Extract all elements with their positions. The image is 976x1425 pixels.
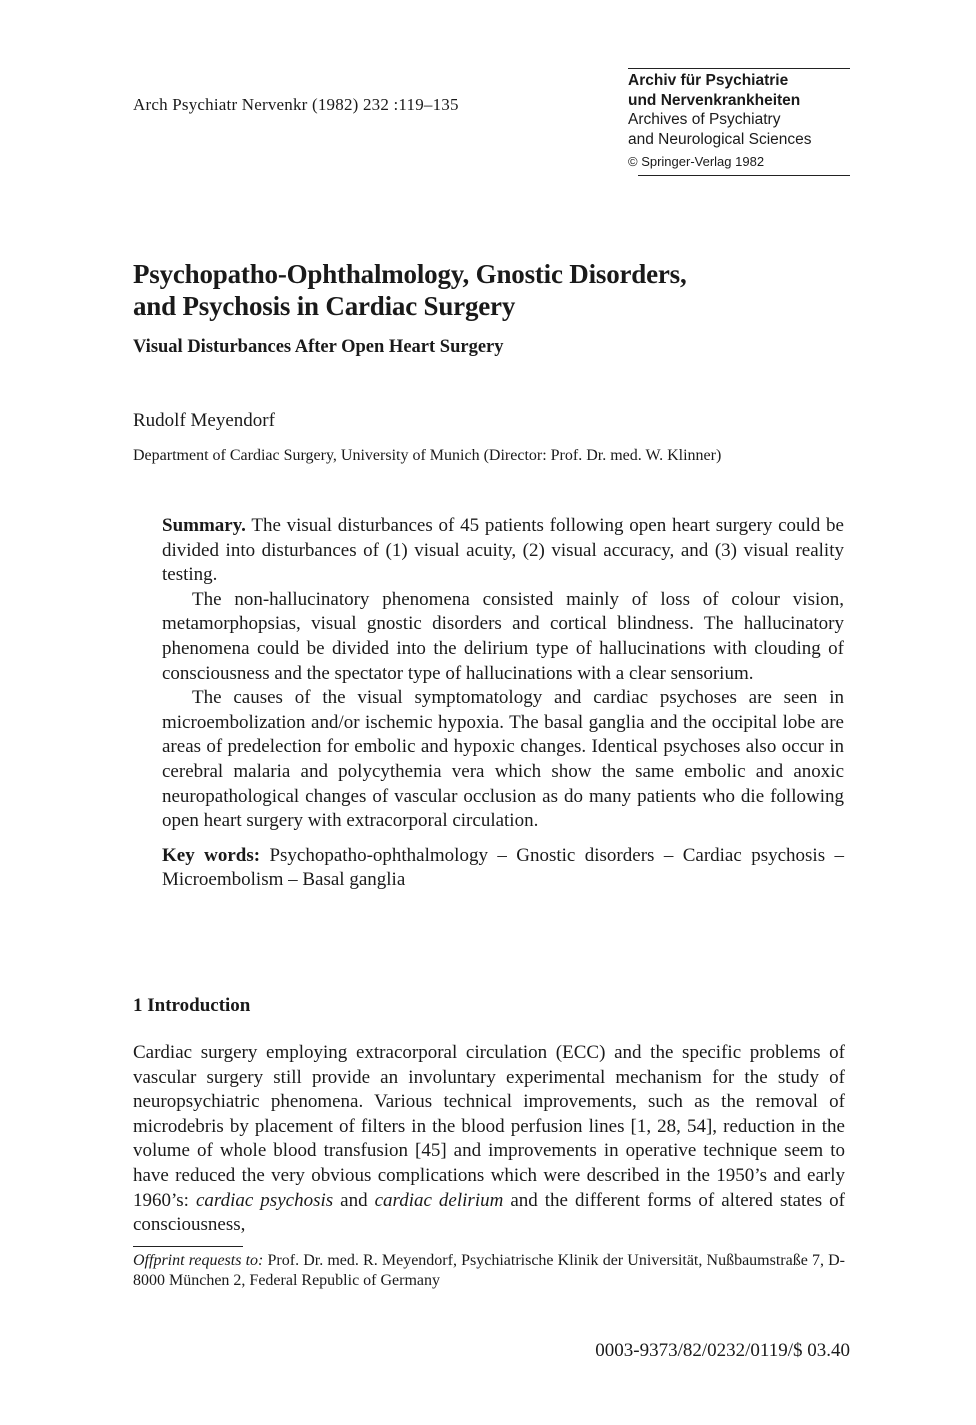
- author-name: Rudolf Meyendorf: [133, 410, 275, 431]
- abstract-paragraph-1: [162, 514, 844, 588]
- keywords-label: Key words:: [162, 844, 261, 866]
- article-title: [133, 258, 853, 322]
- intro-text-b: and: [333, 1189, 375, 1211]
- footnote-label: Offprint requests to:: [133, 1252, 264, 1269]
- abstract-paragraph-3: The causes of the visual symptomatology and cardiac psychoses are seen in microembolization and/or ischemic hypoxia. The basal ganglia and the occipital lobe are areas of predelection for embolic and hypoxic changes. Identical psychoses also occur in cerebral malaria and polycythemia vera which show the same embolic and anoxic neuropathological changes of vascular occlusion as do many patients who die following open heart surgery with extracorporal circulation.: [162, 687, 844, 832]
- section-heading-introduction: 1 Introduction: [133, 995, 251, 1016]
- footnote-rule: [133, 1246, 243, 1247]
- copyright-notice: © Springer-Verlag 1982: [628, 154, 765, 169]
- abstract: [162, 514, 844, 893]
- abstract-text-1: The visual disturbances of 45 patients following open heart surgery could be divided into disturbances of (1) visual acuity, (2) visual accuracy, and (3) visual reality testing.: [162, 515, 844, 586]
- article-subtitle: Visual Disturbances After Open Heart Surgery: [133, 337, 504, 357]
- abstract-label: Summary.: [162, 515, 246, 536]
- keywords: [162, 844, 844, 893]
- intro-italic-cardiac-psychosis: cardiac psychosis: [195, 1189, 334, 1211]
- footnote: [133, 1251, 845, 1291]
- intro-text-a: Cardiac surgery employing extracorporal circulation (ECC) and the specific problems of vascular surgery still provide an involuntary experimental mechanism for the study of neuropsychiatric phenomena. Various technical improvements, such as the removal of microdebris by placement of filters in the blood perfusion lines [1, 28, 54], reduction in the volume of whole blood transfusion [45] and improvements in operative technique seem to have reduced the very obvious complications which were described in the 1950’s and early 1960’s:: [133, 1042, 845, 1211]
- keywords-text: Psychopatho-ophthalmology – Gnostic disorders – Cardiac psychosis – Microembolism – Basal ganglia: [162, 844, 844, 891]
- journal-title-english-line1: Archives of Psychiatry: [628, 111, 781, 128]
- author-affiliation: Department of Cardiac Surgery, University of Munich (Director: Prof. Dr. med. W. Klinner): [133, 447, 722, 464]
- article-title-line1: Psychopatho-Ophthalmology, Gnostic Disorders,: [133, 259, 687, 289]
- intro-text-c: and the different forms of altered states of consciousness,: [133, 1189, 845, 1236]
- intro-italic-cardiac-delirium: cardiac delirium: [374, 1189, 504, 1211]
- footnote-text: Prof. Dr. med. R. Meyendorf, Psychiatrische Klinik der Universität, Nußbaumstraße 7, D-8000 München 2, Federal Republic of Germany: [133, 1252, 845, 1289]
- article-code: 0003-9373/82/0232/0119/$ 03.40: [595, 1340, 850, 1361]
- journal-masthead: [628, 68, 850, 176]
- article-title-line2: and Psychosis in Cardiac Surgery: [133, 291, 516, 321]
- masthead-top-rule: [628, 68, 850, 69]
- journal-title-english-line2: and Neurological Sciences: [628, 130, 812, 148]
- abstract-paragraph-2: The non-hallucinatory phenomena consisted mainly of loss of colour vision, metamorphopsias, visual gnostic disorders and cortical blindness. The hallucinatory phenomena could be divided into the delirium type of hallucinations with clouding of consciousness and the spectator type of hallucinations with a clear sensorium.: [162, 588, 844, 684]
- introduction-paragraph: [133, 1041, 845, 1238]
- journal-title-german-line2: und Nervenkrankheiten: [628, 91, 801, 109]
- journal-citation: Arch Psychiatr Nervenkr (1982) 232 :119–135: [133, 95, 459, 114]
- introduction-body: [133, 1041, 845, 1238]
- masthead-bottom-rule: [638, 175, 850, 176]
- journal-title-german-line1: Archiv für Psychiatrie: [628, 72, 789, 89]
